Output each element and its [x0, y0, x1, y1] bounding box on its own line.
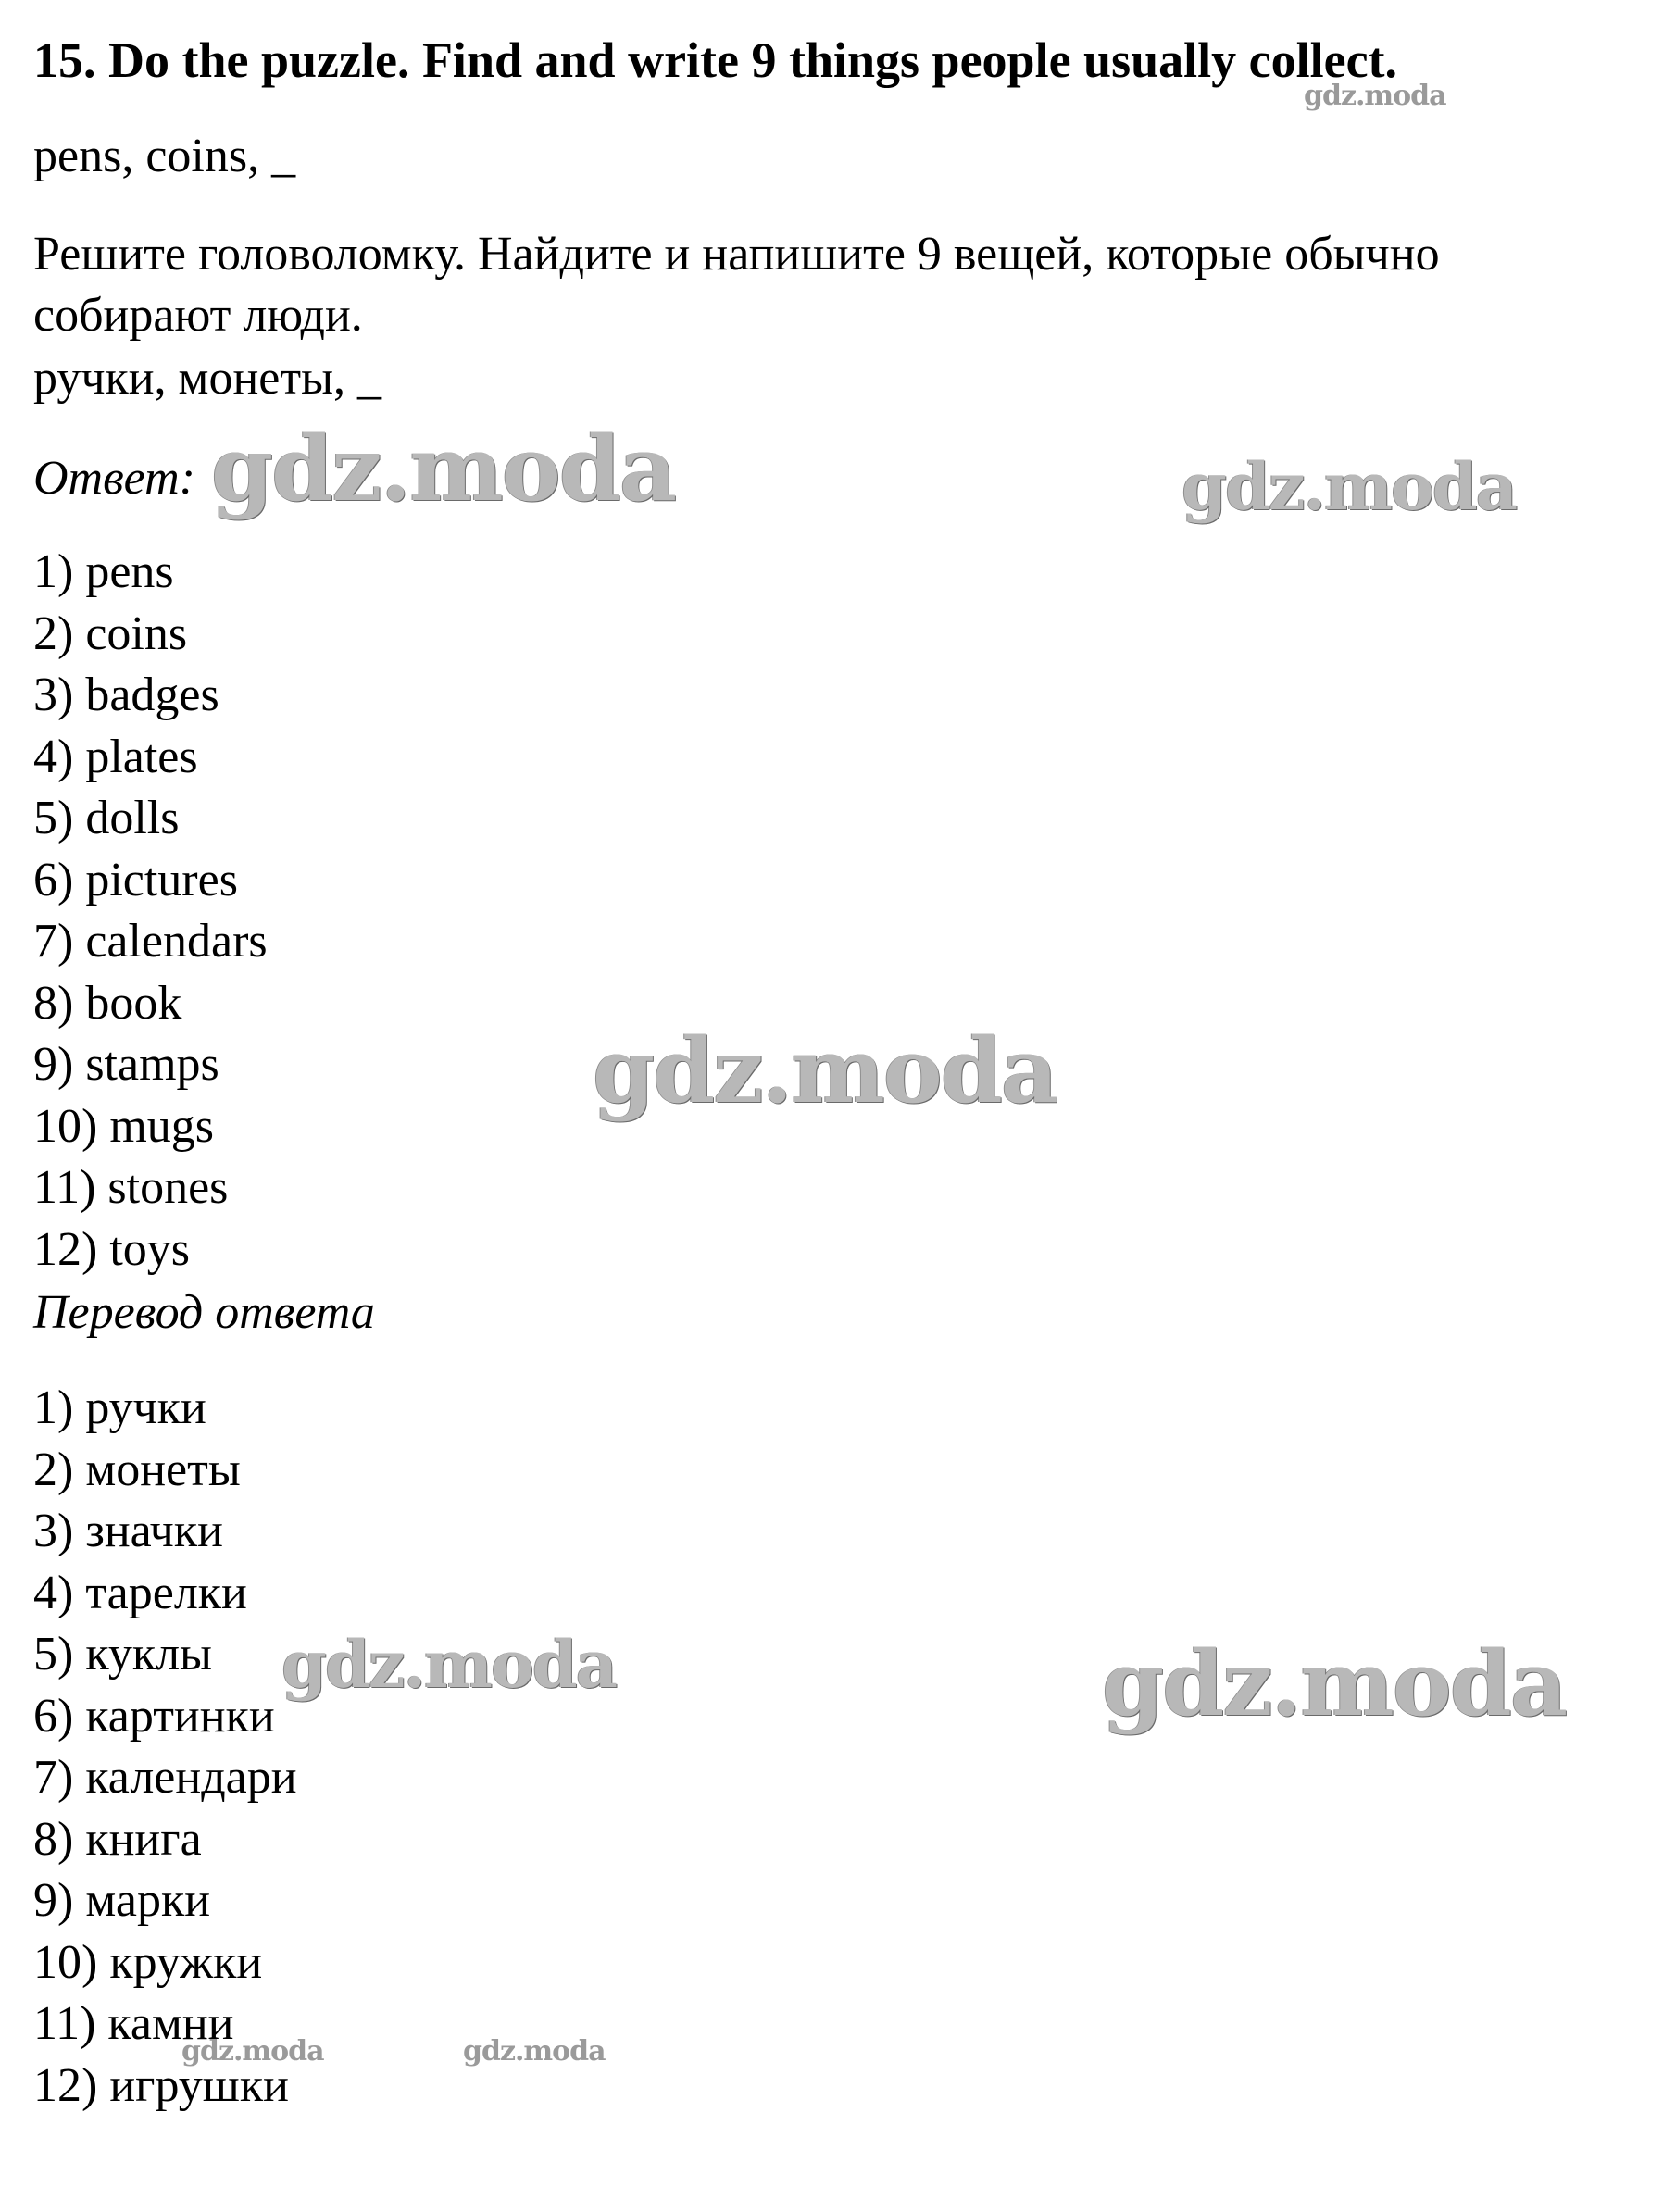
translation-item: 1) ручки [33, 1381, 206, 1434]
answer-item: 1) pens [33, 545, 174, 598]
task-title: 15. Do the puzzle. Find and write 9 things people usually collect. [33, 32, 1398, 88]
answer-item: 7) calendars [33, 915, 268, 968]
watermark: gdz.moda [593, 1019, 1057, 1123]
answer-item: 12) toys [33, 1222, 190, 1276]
example-english: pens, coins, _ [33, 130, 296, 182]
translation-item: 6) картинки [33, 1689, 275, 1743]
translation-item: 8) книга [33, 1812, 202, 1866]
watermark: gdz.moda [211, 417, 676, 521]
translation-item: 9) марки [33, 1874, 211, 1927]
translation-label: Перевод ответа [33, 1286, 375, 1339]
translation-item: 10) кружки [33, 1935, 263, 1989]
answer-item: 5) dolls [33, 792, 180, 844]
watermark: gdz.moda [1102, 1631, 1567, 1736]
translation-item: 2) монеты [33, 1443, 241, 1496]
instruction-russian: Решите головоломку. Найдите и напишите 9 вещей, которые обычно собирают люди. [33, 228, 1440, 342]
watermark: gdz.moda [463, 2035, 606, 2068]
answer-item: 4) plates [33, 730, 198, 783]
answer-item: 8) book [33, 976, 182, 1030]
translation-item: 11) камни [33, 1997, 234, 2050]
answer-label: Ответ: [33, 452, 195, 505]
answer-item: 6) pictures [33, 853, 238, 906]
translation-item: 3) значки [33, 1505, 223, 1557]
answer-item: 11) stones [33, 1161, 229, 1214]
answer-list [33, 542, 268, 1281]
translation-item: 12) игрушки [33, 2058, 289, 2112]
watermark: gdz.moda [1182, 448, 1517, 525]
watermark: gdz.moda [281, 1626, 617, 1703]
answer-item: 3) badges [33, 669, 219, 721]
example-russian: ручки, монеты, _ [33, 352, 382, 405]
translation-item: 7) календари [33, 1751, 297, 1804]
translation-item: 5) куклы [33, 1628, 212, 1681]
answer-item: 10) mugs [33, 1099, 214, 1153]
translation-item: 4) тарелки [33, 1566, 247, 1619]
translation-list [33, 1378, 297, 2117]
answer-item: 2) coins [33, 606, 188, 660]
watermark: gdz.moda [1304, 80, 1446, 112]
answer-item: 9) stamps [33, 1038, 219, 1091]
watermark: gdz.moda [181, 2035, 324, 2068]
